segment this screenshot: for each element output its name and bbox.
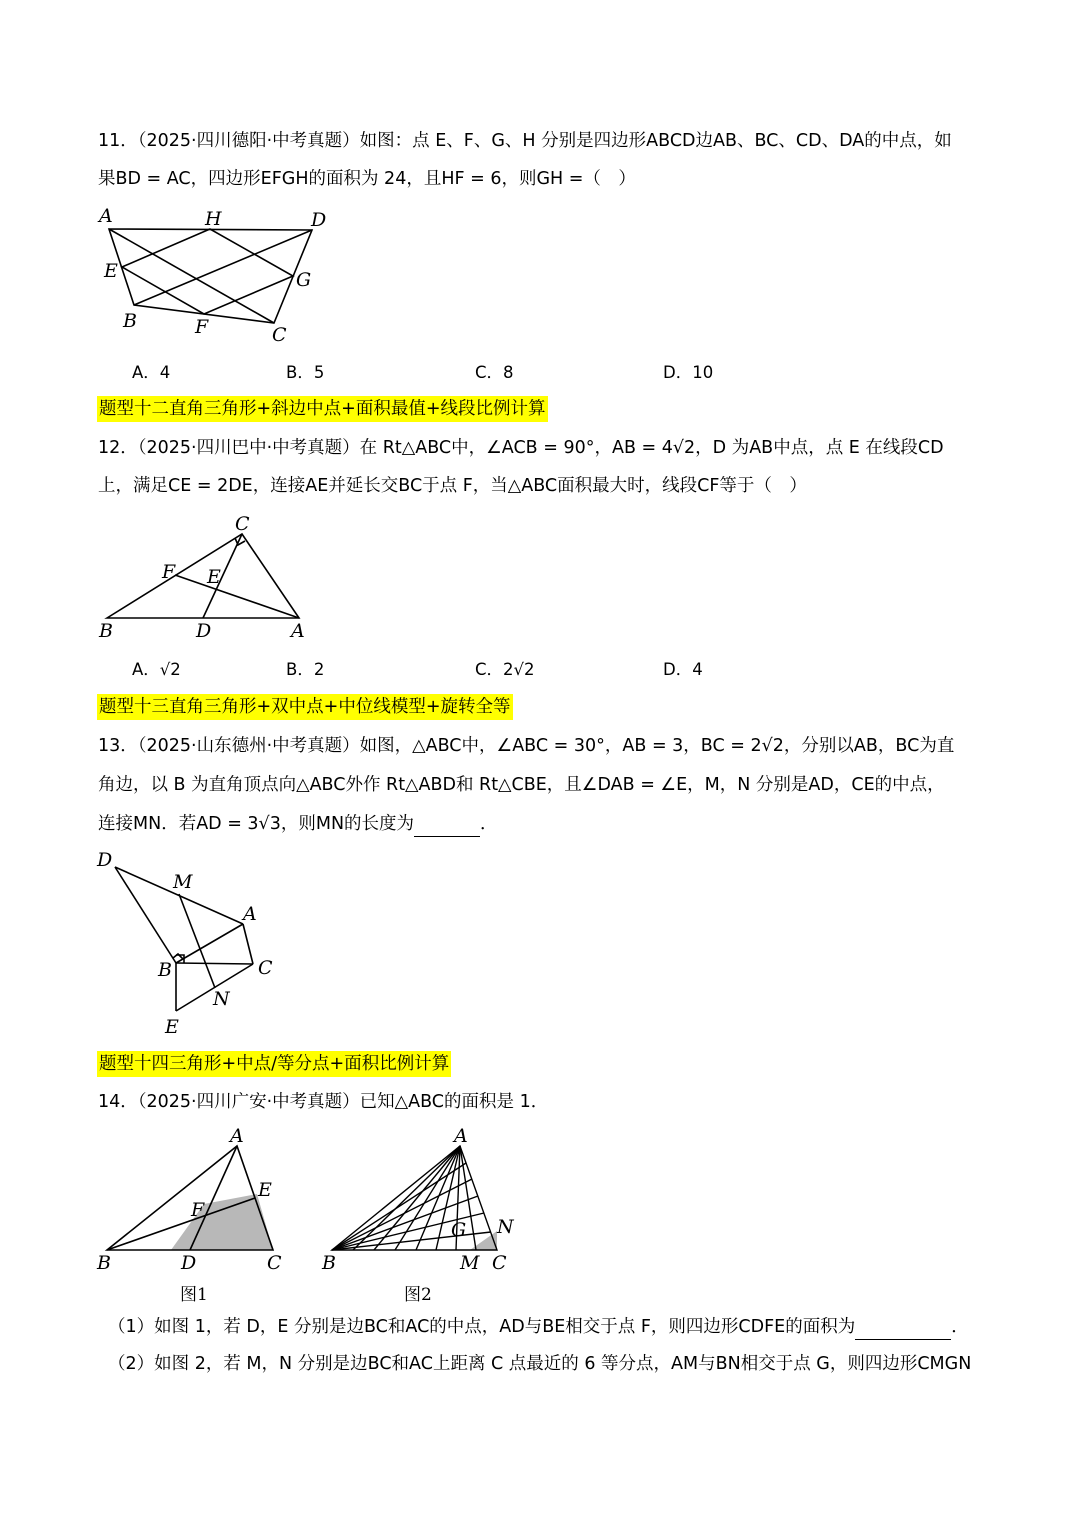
q12-figure <box>95 510 315 645</box>
q14-fig1-label-e: E <box>258 1179 272 1201</box>
q11-label-d: D <box>311 209 327 231</box>
q12-label-e: E <box>207 566 221 588</box>
q12-label-f: F <box>162 561 176 583</box>
q13-line3 <box>98 811 498 837</box>
q11-diagonal-ac <box>109 229 274 323</box>
q14-fig1-label-d: D <box>181 1252 197 1274</box>
q14-figure-2 <box>320 1120 525 1275</box>
q11-label-b: B <box>123 310 137 332</box>
q11-label-e: E <box>104 260 118 282</box>
q11-label-g: G <box>296 269 312 291</box>
q11-option-c[interactable]: C．8 <box>475 363 514 382</box>
q13-label-b: B <box>158 959 172 981</box>
section-heading-14: 题型十四三角形+中点/等分点+面积比例计算 <box>97 1051 451 1077</box>
q14-fig2-cevian-a2 <box>374 1146 460 1250</box>
q13-line3-end: ． <box>480 814 498 834</box>
q14-fig2-label-n: N <box>497 1216 514 1238</box>
q13-answer-blank[interactable] <box>414 818 480 837</box>
q12-label-b: B <box>99 620 113 642</box>
q14-fig2-label-b: B <box>322 1252 336 1274</box>
q12-options <box>132 658 832 682</box>
q11-label-f: F <box>195 316 209 338</box>
q11-figure <box>95 200 345 350</box>
q11-quadrilateral-efgh <box>122 229 293 314</box>
q13-line1: 13．（2025·山东德州·中考真题）如图，△ABC中，∠ABC = 30°，AB = 3，BC = 2√2，分别以AB，BC为直 <box>98 736 955 756</box>
q14-fig2-caption: 图2 <box>404 1285 432 1305</box>
q13-segment-bc <box>176 963 253 964</box>
q13-line2: 角边，以 B 为直角顶点向△ABC外作 Rt△ABD和 Rt△CBE，且∠DAB = ∠E，M，N 分别是AD，CE的中点， <box>98 775 945 795</box>
q14-fig1-label-a: A <box>230 1125 244 1147</box>
q12-label-a: A <box>291 620 305 642</box>
q14-line1: 14．（2025·四川广安·中考真题）已知△ABC的面积是 1． <box>98 1092 549 1112</box>
q13-label-n: N <box>213 988 230 1010</box>
q12-option-c[interactable]: C．2√2 <box>475 660 535 679</box>
q13-line3-text: 连接MN．若AD = 3√3，则MN的长度为 <box>98 814 415 834</box>
q14-part1-text: （1）如图 1，若 D，E 分别是边BC和AC的中点，AD与BE相交于点 F，则四边形CDFE的面积为 <box>108 1317 856 1337</box>
q12-option-a[interactable]: A．√2 <box>132 660 181 679</box>
q13-label-e: E <box>165 1016 179 1038</box>
q14-fig1-caption: 图1 <box>180 1285 208 1305</box>
section-heading-13: 题型十三直角三角形+双中点+中位线模型+旋转全等 <box>97 694 513 720</box>
q11-line2: 果BD = AC，四边形EFGH的面积为 24，且HF = 6，则GH =（ ） <box>98 169 636 189</box>
q14-part2: （2）如图 2，若 M，N 分别是边BC和AC上距离 C 点最近的 6 等分点，AM与BN相交于点 G，则四边形CMGN <box>108 1354 972 1374</box>
q11-options <box>132 361 832 385</box>
section-heading-12: 题型十二直角三角形+斜边中点+面积最值+线段比例计算 <box>97 396 548 422</box>
q14-figure-1 <box>95 1120 295 1275</box>
q12-segment-af <box>175 575 299 618</box>
q14-part1 <box>108 1314 969 1340</box>
q11-label-a: A <box>99 205 113 227</box>
q14-part1-end: ． <box>951 1317 969 1337</box>
q14-fig1-label-b: B <box>97 1252 111 1274</box>
q13-label-c: C <box>258 957 273 979</box>
q14-fig1-label-c: C <box>267 1252 282 1274</box>
q11-option-a[interactable]: A．4 <box>132 363 171 382</box>
q11-line1: 11．（2025·四川德阳·中考真题）如图：点 E、F、G、H 分别是四边形ABCD边AB、BC、CD、DA的中点，如 <box>98 131 952 151</box>
q14-fig2-label-m: M <box>460 1252 480 1274</box>
q13-figure <box>95 848 295 1043</box>
q13-label-m: M <box>173 871 193 893</box>
q13-segment-mn <box>179 894 215 988</box>
q14-part1-answer-blank[interactable] <box>855 1321 951 1340</box>
q11-label-c: C <box>272 324 287 346</box>
q13-segment-ac <box>243 924 253 964</box>
q13-label-a: A <box>243 903 257 925</box>
q12-triangle-abc <box>107 534 299 618</box>
q14-fig2-label-g: G <box>451 1219 467 1241</box>
q12-label-d: D <box>196 620 212 642</box>
q14-fig2-cevian-a1 <box>353 1146 460 1250</box>
q14-fig1-label-f: F <box>191 1199 205 1221</box>
q11-label-h: H <box>205 208 222 230</box>
q12-option-b[interactable]: B．2 <box>286 660 325 679</box>
q12-line1: 12．（2025·四川巴中·中考真题）在 Rt△ABC中，∠ACB = 90°，AB = 4√2，D 为AB中点，点 E 在线段CD <box>98 438 944 458</box>
q12-option-d[interactable]: D．4 <box>663 660 703 679</box>
q13-label-d: D <box>97 849 113 871</box>
q12-label-c: C <box>235 513 250 535</box>
q12-line2: 上，满足CE = 2DE，连接AE并延长交BC于点 F，当△ABC面积最大时，线段CF等于（ ） <box>98 476 807 496</box>
q11-option-d[interactable]: D．10 <box>663 363 714 382</box>
q14-fig2-label-a: A <box>454 1125 468 1147</box>
q11-option-b[interactable]: B．5 <box>286 363 325 382</box>
q13-segment-ab <box>176 924 243 963</box>
q14-fig2-label-c: C <box>492 1252 507 1274</box>
